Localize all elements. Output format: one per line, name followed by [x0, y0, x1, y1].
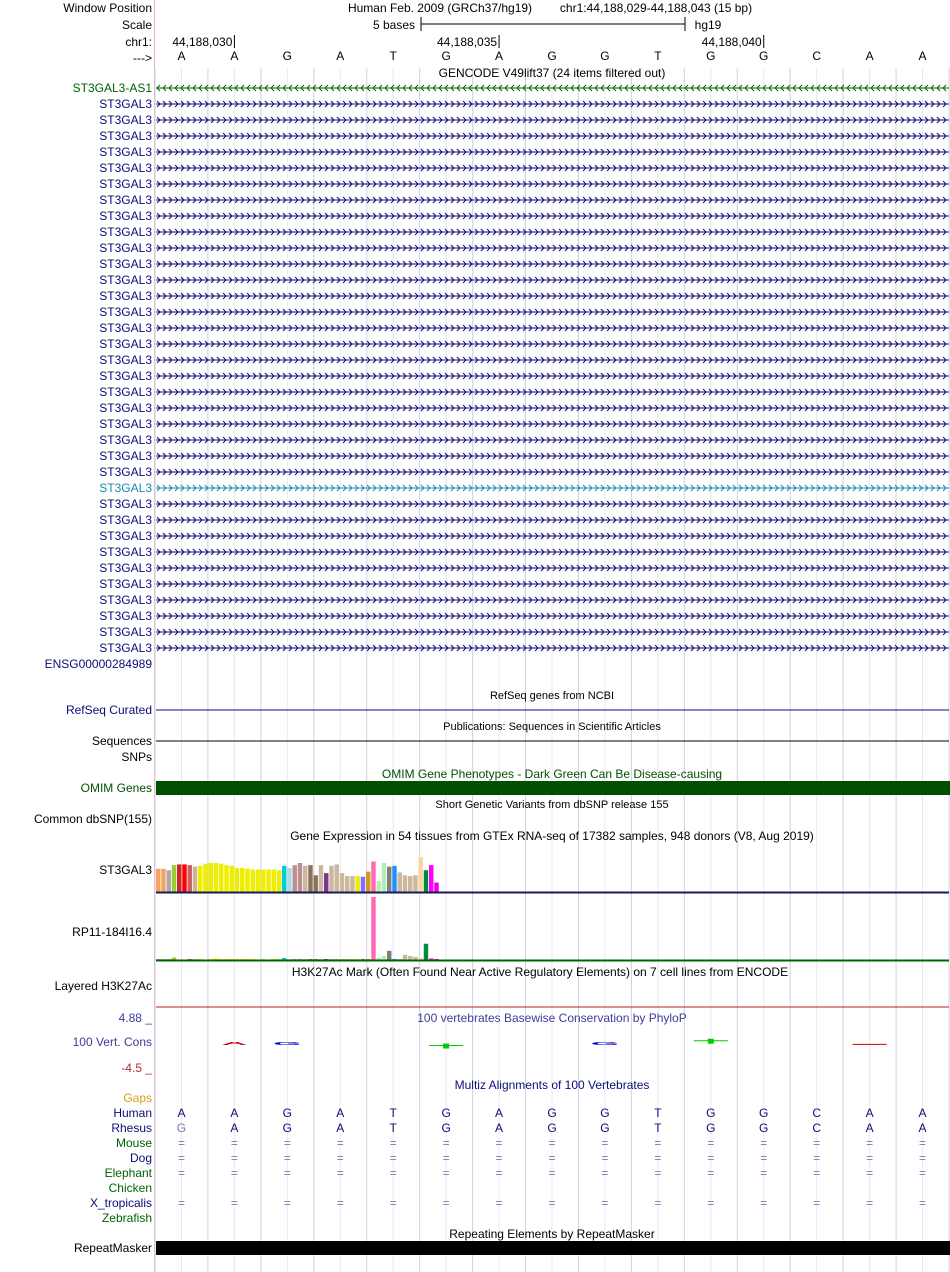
gtex-tissue-bar[interactable]	[266, 870, 270, 893]
alignment-base: =	[919, 1136, 927, 1150]
alignment-base: =	[283, 1166, 291, 1180]
gtex-tissue-bar[interactable]	[382, 956, 386, 960]
h3k27ac-title: H3K27Ac Mark (Often Found Near Active Regulatory Elements) on 7 cell lines from ENCODE	[291, 965, 789, 979]
gtex-tissue-bar[interactable]	[329, 866, 333, 892]
gtex-tissue-bar[interactable]	[308, 865, 312, 892]
alignment-base: =	[548, 1151, 556, 1165]
species-label[interactable]: Mouse	[115, 1136, 152, 1150]
alignment-base: A	[177, 1106, 186, 1120]
base-letter: A	[177, 49, 186, 63]
alignment-base: =	[654, 1166, 662, 1180]
gencode-item-st3gal3[interactable]: ST3GAL3	[99, 305, 152, 319]
alignment-base: =	[654, 1196, 662, 1210]
gtex-tissue-bar[interactable]	[245, 869, 249, 892]
gtex-tissue-bar[interactable]	[345, 876, 349, 892]
gtex-tissue-bar[interactable]	[188, 865, 192, 892]
alignment-base: =	[389, 1151, 397, 1165]
gtex-tissue-bar[interactable]	[387, 951, 391, 960]
alignment-base: =	[813, 1151, 821, 1165]
alignment-base: G	[547, 1121, 557, 1135]
gencode-item-st3gal3[interactable]: ST3GAL3	[99, 321, 152, 335]
gtex-tissue-bar[interactable]	[319, 865, 323, 892]
gtex-tissue-bar[interactable]	[230, 866, 234, 892]
omim-bar[interactable]	[156, 781, 950, 795]
alignment-base: =	[919, 1196, 927, 1210]
gtex-tissue-bar[interactable]	[382, 863, 386, 892]
gtex-tissue-bar[interactable]	[408, 876, 412, 892]
species-label[interactable]: X_tropicalis	[89, 1196, 152, 1210]
gencode-item-st3gal3[interactable]: ST3GAL3	[99, 545, 152, 559]
repeatmasker-bar[interactable]	[156, 1241, 950, 1255]
repeatmasker-label[interactable]: RepeatMasker	[73, 1241, 152, 1255]
alignment-base: =	[177, 1166, 185, 1180]
alignment-base: A	[865, 1106, 874, 1120]
phylop-logo-letter: G	[590, 1040, 620, 1047]
gtex-tissue-bar[interactable]	[256, 870, 260, 893]
scale-text: 5 bases	[372, 18, 416, 32]
alignment-base: =	[813, 1166, 821, 1180]
alignment-base: A	[918, 1106, 927, 1120]
h3k27ac-label[interactable]: Layered H3K27Ac	[54, 979, 152, 993]
gtex-tissue-bar[interactable]	[371, 897, 375, 960]
gencode-item-st3gal3[interactable]: ST3GAL3	[99, 369, 152, 383]
alignment-base: =	[283, 1136, 291, 1150]
alignment-base: A	[495, 1121, 504, 1135]
gencode-item-st3gal3[interactable]: ST3GAL3	[99, 529, 152, 543]
alignment-base: =	[177, 1151, 185, 1165]
phylop-max-label: 4.88 _	[118, 1011, 152, 1025]
alignment-base: =	[495, 1151, 503, 1165]
phylop-title: 100 vertebrates Basewise Conservation by PhyloP	[417, 1011, 687, 1025]
publications-title: Publications: Sequences in Scientific Articles	[443, 721, 661, 733]
gtex-tissue-bar[interactable]	[219, 864, 223, 892]
base-letter: A	[495, 49, 504, 63]
window-position-label: Window Position	[63, 1, 152, 15]
gtex-tissue-bar[interactable]	[203, 864, 207, 892]
alignment-base: T	[654, 1121, 662, 1135]
gtex-tissue-bar[interactable]	[287, 868, 291, 892]
phylop-min-label: -4.5 _	[121, 1061, 152, 1075]
gtex-bars	[156, 857, 439, 892]
alignment-base: =	[177, 1136, 185, 1150]
alignment-base: C	[812, 1106, 822, 1120]
alignment-base: T	[389, 1106, 397, 1120]
alignment-base: =	[760, 1136, 768, 1150]
alignment-base: =	[230, 1136, 238, 1150]
alignment-base: =	[177, 1196, 185, 1210]
species-label[interactable]: Rhesus	[111, 1121, 152, 1135]
alignment-base: =	[283, 1196, 291, 1210]
dbsnp-title: Short Genetic Variants from dbSNP release 155	[435, 799, 669, 811]
base-letter: G	[759, 49, 769, 63]
gtex-tissue-bar[interactable]	[377, 881, 381, 892]
phylop-label[interactable]: 100 Vert. Cons	[72, 1035, 152, 1049]
alignment-base: G	[600, 1106, 610, 1120]
gtex-bars	[156, 897, 439, 960]
alignment-base: =	[442, 1166, 450, 1180]
species-label[interactable]: Chicken	[108, 1181, 152, 1195]
gtex-tissue-bar[interactable]	[193, 867, 197, 892]
refseq-label[interactable]: RefSeq Curated	[65, 703, 152, 717]
gtex-tissue-bar[interactable]	[419, 857, 423, 892]
alignment-base: T	[654, 1106, 662, 1120]
alignment-base: =	[919, 1166, 927, 1180]
gencode-item-st3gal3[interactable]: ST3GAL3	[99, 561, 152, 575]
gtex-tissue-bar[interactable]	[398, 872, 402, 892]
gencode-item-st3gal3[interactable]: ST3GAL3	[99, 177, 152, 191]
alignment-base: G	[176, 1121, 187, 1135]
alignment-base: =	[919, 1151, 927, 1165]
base-letter: C	[812, 49, 822, 63]
gtex-tissue-bar[interactable]	[361, 877, 365, 892]
base-letter: A	[230, 49, 239, 63]
gtex-tissue-bar[interactable]	[403, 955, 407, 960]
phylop-score-mark	[429, 1044, 463, 1049]
gencode-item-st3gal3[interactable]: ST3GAL3	[99, 625, 152, 639]
alignment-base: =	[601, 1136, 609, 1150]
alignment-base: =	[495, 1166, 503, 1180]
gtex-tissue-bar[interactable]	[277, 870, 281, 892]
base-letter: G	[441, 49, 451, 63]
gtex-tissue-bar[interactable]	[161, 869, 165, 892]
base-letter: A	[336, 49, 345, 63]
alignment-base: =	[230, 1196, 238, 1210]
gtex-tissue-bar[interactable]	[324, 873, 328, 892]
alignment-base: A	[865, 1121, 874, 1135]
alignment-base: =	[601, 1166, 609, 1180]
alignment-base: =	[707, 1196, 715, 1210]
alignment-base: =	[866, 1151, 874, 1165]
alignment-base: =	[707, 1151, 715, 1165]
scale-label: Scale	[121, 18, 152, 32]
phylop-score-mark	[273, 1041, 301, 1047]
alignment-base: G	[282, 1121, 293, 1135]
gencode-item-st3gal3[interactable]: ST3GAL3	[99, 97, 152, 111]
alignment-base: A	[336, 1121, 345, 1135]
alignment-base: =	[760, 1196, 768, 1210]
coordinate-label: 44,188,035	[437, 35, 498, 49]
gtex-tissue-bar[interactable]	[303, 866, 307, 892]
gencode-item-st3gal3[interactable]: ST3GAL3	[99, 609, 152, 623]
alignment-base: =	[336, 1166, 344, 1180]
gencode-item-st3gal3[interactable]: ST3GAL3	[99, 417, 152, 431]
gencode-item-st3gal3[interactable]: ST3GAL3	[99, 161, 152, 175]
refseq-title: RefSeq genes from NCBI	[489, 690, 615, 702]
gtex-title: Gene Expression in 54 tissues from GTEx RNA-seq of 17382 samples, 948 donors (V8, Aug 2019)	[290, 829, 814, 843]
gtex-gene-label[interactable]: ST3GAL3	[99, 863, 152, 877]
gtex-tissue-bar[interactable]	[298, 863, 302, 892]
alignment-base: =	[548, 1136, 556, 1150]
gtex-tissue-bar[interactable]	[240, 868, 244, 892]
alignment-base: =	[813, 1136, 821, 1150]
gencode-item-st3gal3[interactable]: ST3GAL3	[99, 497, 152, 511]
phylop-score-mark	[694, 1039, 728, 1044]
alignment-base: =	[336, 1151, 344, 1165]
alignment-base: =	[230, 1151, 238, 1165]
alignment-base: =	[389, 1166, 397, 1180]
gencode-item-st3gal3[interactable]: ST3GAL3	[99, 257, 152, 271]
alignment-base: =	[283, 1151, 291, 1165]
gencode-item-st3gal3[interactable]: ST3GAL3	[99, 225, 152, 239]
alignment-base: =	[601, 1151, 609, 1165]
gencode-title: GENCODE V49lift37 (24 items filtered out)	[438, 66, 666, 80]
alignment-base: G	[759, 1121, 769, 1135]
alignment-base: G	[547, 1106, 557, 1120]
gtex-tissue-bar[interactable]	[434, 883, 438, 892]
alignment-base: =	[389, 1196, 397, 1210]
base-letter: A	[918, 49, 927, 63]
gaps-label[interactable]: Gaps	[123, 1091, 152, 1105]
multiz-title: Multiz Alignments of 100 Vertebrates	[454, 1078, 650, 1092]
base-letter: A	[865, 49, 874, 63]
gencode-item-st3gal3[interactable]: ST3GAL3	[99, 593, 152, 607]
gencode-item-st3gal3[interactable]: ST3GAL3	[99, 273, 152, 287]
db-text: hg19	[694, 18, 722, 32]
gtex-tissue-bar[interactable]	[424, 944, 428, 960]
gtex-tissue-bar[interactable]	[392, 866, 396, 892]
alignment-base: G	[441, 1121, 451, 1135]
alignment-base: =	[707, 1166, 715, 1180]
gencode-item-st3gal3[interactable]: ST3GAL3	[99, 209, 152, 223]
gtex-tissue-bar[interactable]	[403, 875, 407, 892]
gtex-tissue-bar[interactable]	[429, 865, 433, 892]
gtex-tissue-bar[interactable]	[224, 865, 228, 892]
gtex-tissue-bar[interactable]	[167, 870, 171, 892]
gtex-tissue-bar[interactable]	[387, 867, 391, 892]
gtex-gene-label[interactable]: RP11-184I16.4	[72, 925, 152, 939]
phylop-score-mark	[221, 1041, 248, 1047]
alignment-base: =	[707, 1136, 715, 1150]
alignment-base: G	[282, 1106, 293, 1120]
species-label[interactable]: Elephant	[104, 1166, 152, 1180]
alignment-base: G	[600, 1121, 610, 1135]
gtex-tissue-bar[interactable]	[356, 876, 360, 892]
assembly-text: Human Feb. 2009 (GRCh37/hg19)	[347, 1, 533, 15]
base-letter: G	[547, 49, 557, 63]
gtex-tissue-bar[interactable]	[177, 864, 181, 892]
alignment-base: A	[495, 1106, 504, 1120]
gencode-item-ensg00000284989[interactable]: ENSG00000284989	[44, 657, 152, 671]
alignment-base: C	[812, 1121, 822, 1135]
alignment-base: =	[230, 1166, 238, 1180]
base-letter: G	[600, 49, 610, 63]
gtex-tissue-bar[interactable]	[198, 866, 202, 892]
alignment-base: =	[866, 1136, 874, 1150]
base-letter: T	[389, 49, 397, 63]
gtex-tissue-bar[interactable]	[209, 863, 213, 892]
alignment-base: G	[441, 1106, 451, 1120]
gtex-tissue-bar[interactable]	[413, 875, 417, 892]
gencode-item-st3gal3[interactable]: ST3GAL3	[99, 449, 152, 463]
phylop-score-block	[708, 1039, 714, 1044]
gtex-tissue-bar[interactable]	[335, 864, 339, 892]
alignment-base: =	[654, 1136, 662, 1150]
base-letter: G	[282, 49, 293, 63]
gtex-tissue-bar[interactable]	[350, 876, 354, 892]
gtex-tissue-bar[interactable]	[282, 866, 286, 892]
base-letter: G	[706, 49, 716, 63]
gtex-tissue-bar[interactable]	[251, 870, 255, 893]
gtex-tissue-bar[interactable]	[156, 869, 160, 892]
phylop-logo-letter: A	[221, 1040, 248, 1047]
gencode-item-st3gal3[interactable]: ST3GAL3	[99, 513, 152, 527]
sequences-label[interactable]: Sequences	[91, 734, 152, 748]
dbsnp-label[interactable]: Common dbSNP(155)	[33, 812, 152, 826]
species-label[interactable]: Zebrafish	[101, 1211, 152, 1225]
alignment-base: G	[706, 1121, 716, 1135]
alignment-base: =	[389, 1136, 397, 1150]
alignment-base: =	[442, 1196, 450, 1210]
alignment-base: A	[230, 1121, 239, 1135]
gtex-tissue-bar[interactable]	[182, 864, 186, 892]
omim-title: OMIM Gene Phenotypes - Dark Green Can Be Disease-causing	[381, 767, 723, 781]
alignment-base: T	[389, 1121, 397, 1135]
alignment-base: =	[760, 1151, 768, 1165]
gtex-tissue-bar[interactable]	[371, 862, 375, 892]
chr-label: chr1:	[125, 35, 152, 49]
omim-label[interactable]: OMIM Genes	[80, 781, 152, 795]
gtex-tissue-bar[interactable]	[408, 956, 412, 960]
alignment-base: =	[548, 1166, 556, 1180]
gencode-item-st3gal3[interactable]: ST3GAL3	[99, 481, 152, 495]
phylop-score-block	[443, 1044, 449, 1049]
alignment-base: A	[230, 1106, 239, 1120]
gtex-tissue-bar[interactable]	[366, 872, 370, 892]
alignment-base: A	[918, 1121, 927, 1135]
gtex-tissue-bar[interactable]	[172, 865, 176, 892]
gencode-item-st3gal3[interactable]: ST3GAL3	[99, 193, 152, 207]
gtex-tissue-bar[interactable]	[314, 875, 318, 892]
gencode-item-st3gal3[interactable]: ST3GAL3	[99, 433, 152, 447]
phylop-logo-letter: G	[273, 1040, 302, 1047]
gtex-tissue-bar[interactable]	[261, 870, 265, 893]
species-label[interactable]: Dog	[129, 1151, 152, 1165]
gencode-item-st3gal3[interactable]: ST3GAL3	[99, 289, 152, 303]
gencode-item-st3gal3[interactable]: ST3GAL3	[99, 241, 152, 255]
repeatmasker-title: Repeating Elements by RepeatMasker	[449, 1227, 655, 1241]
alignment-base: =	[495, 1136, 503, 1150]
gencode-item-st3gal3[interactable]: ST3GAL3	[99, 145, 152, 159]
alignment-base: =	[866, 1166, 874, 1180]
snps-label[interactable]: SNPs	[121, 750, 152, 764]
gtex-tissue-bar[interactable]	[272, 870, 276, 893]
gtex-tissue-bar[interactable]	[214, 863, 218, 892]
phylop-score-mark	[591, 1041, 619, 1047]
alignment-base: =	[813, 1196, 821, 1210]
gencode-item-st3gal3[interactable]: ST3GAL3	[99, 465, 152, 479]
alignment-base: =	[495, 1196, 503, 1210]
coordinate-label: 44,188,040	[701, 35, 762, 49]
gencode-item-st3gal3[interactable]: ST3GAL3	[99, 401, 152, 415]
alignment-base: =	[336, 1136, 344, 1150]
base-letter: T	[654, 49, 662, 63]
gtex-tissue-bar[interactable]	[340, 873, 344, 892]
alignment-base: G	[706, 1106, 716, 1120]
alignment-base: =	[336, 1196, 344, 1210]
alignment-base: A	[336, 1106, 345, 1120]
alignment-base: =	[654, 1151, 662, 1165]
gencode-item-st3gal3[interactable]: ST3GAL3	[99, 113, 152, 127]
alignment-base: =	[760, 1166, 768, 1180]
species-label[interactable]: Human	[113, 1106, 152, 1120]
gencode-item-st3gal3[interactable]: ST3GAL3	[99, 129, 152, 143]
alignment-base: =	[548, 1196, 556, 1210]
gencode-item-st3gal3-as1[interactable]: ST3GAL3-AS1	[72, 81, 152, 95]
gencode-item-st3gal3[interactable]: ST3GAL3	[99, 337, 152, 351]
gtex-tissue-bar[interactable]	[293, 865, 297, 892]
alignment-base: =	[601, 1196, 609, 1210]
alignment-base: =	[442, 1136, 450, 1150]
gtex-tissue-bar[interactable]	[235, 868, 239, 892]
gencode-item-st3gal3[interactable]: ST3GAL3	[99, 641, 152, 655]
gtex-tissue-bar[interactable]	[424, 870, 428, 892]
gencode-item-st3gal3[interactable]: ST3GAL3	[99, 385, 152, 399]
coordinate-label: 44,188,030	[172, 35, 233, 49]
strand-label: --->	[133, 51, 152, 65]
alignment-base: =	[442, 1151, 450, 1165]
alignment-base: =	[866, 1196, 874, 1210]
gencode-item-st3gal3[interactable]: ST3GAL3	[99, 577, 152, 591]
gencode-item-st3gal3[interactable]: ST3GAL3	[99, 353, 152, 367]
position-text: chr1:44,188,029-44,188,043 (15 bp)	[559, 1, 753, 15]
alignment-base: G	[759, 1106, 769, 1120]
